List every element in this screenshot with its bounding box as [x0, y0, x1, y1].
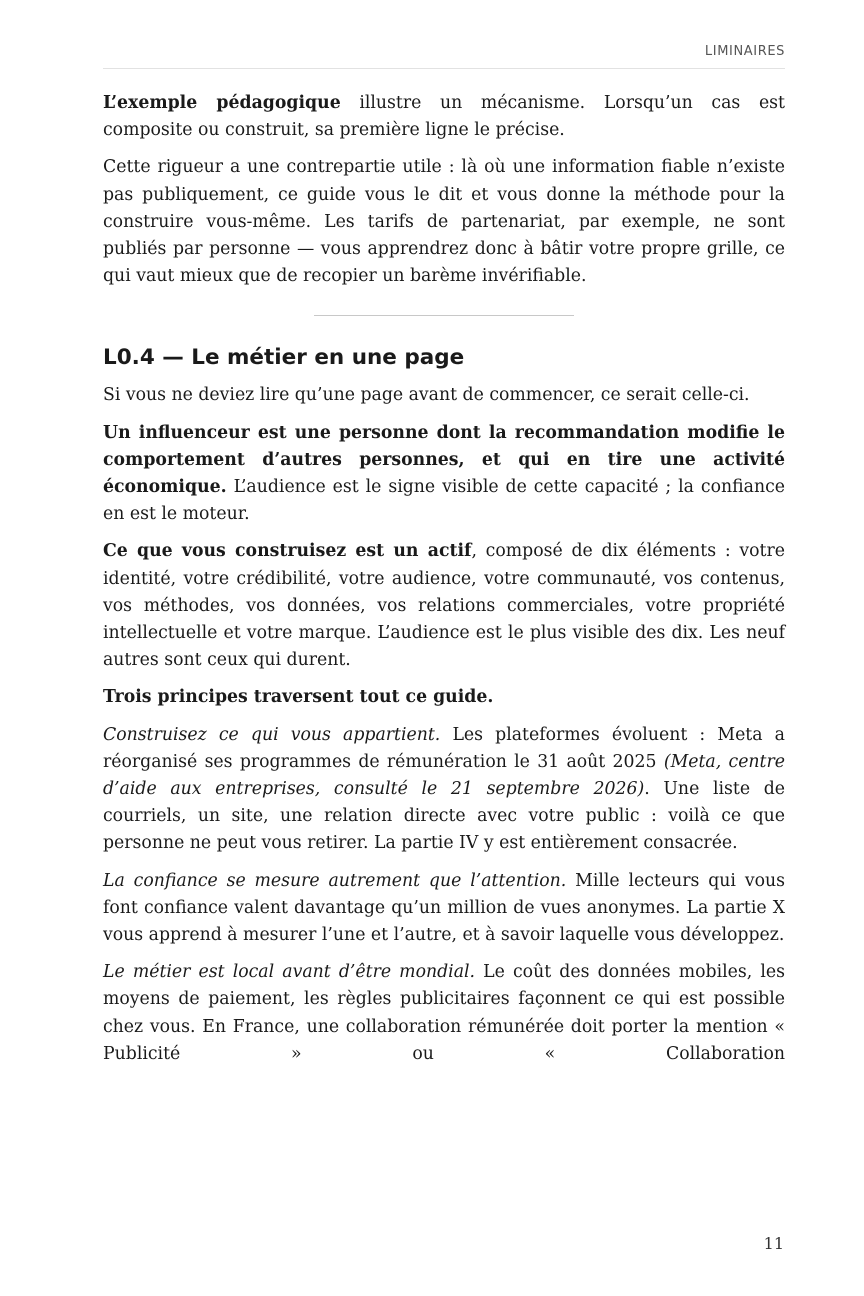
- paragraph-principle-2: [103, 868, 785, 950]
- paragraph-text: L’audience est le signe visible de cette capacité ; la confiance en est le moteur.: [103, 477, 785, 525]
- principle-title: Construisez ce qui vous appartient.: [103, 724, 441, 745]
- citation: (Meta, centre d’aide aux entreprises, consulté le 21 septembre 2026): [103, 751, 785, 800]
- paragraph-text: Le coût des données mobiles, les moyens de paiement, les règles publicitaires façonnent ce qui est possible chez vous. En France, une collaboration rémunérée doit porter la mention « Publicité » ou « Collaboration: [103, 962, 785, 1064]
- paragraph-text: Mille lecteurs qui vous font confiance valent davantage qu’un million de vues anonymes. La partie X vous apprend à mesurer l’une et l’autre, et à savoir laquelle vous développez.: [103, 870, 785, 946]
- paragraph-intro: Si vous ne deviez lire qu’une page avant de commencer, ce serait celle-ci.: [103, 385, 750, 406]
- paragraph-principle-1: [103, 722, 785, 858]
- bold-lead: L’exemple pédagogique: [103, 93, 341, 113]
- paragraph-text: Les plateformes évoluent : Meta a réorganisé ses programmes de rémunération le 31 août 2025: [103, 724, 785, 772]
- page-number: 11: [763, 1234, 784, 1253]
- bold-definition: Un influenceur est une personne dont la recommandation modifie le comportement d’autres personnes, et qui en tire une activité économique.: [103, 422, 785, 498]
- principle-title: Le métier est local avant d’être mondial.: [103, 962, 476, 983]
- principles-heading: [103, 684, 785, 711]
- section-title: L0.4 — Le métier en une page: [103, 345, 465, 371]
- paragraph-text: , composé de dix éléments : votre identité, votre crédibilité, votre audience, votre communauté, vos contenus, vos méthodes, vos données, vos relations commerciales, votre propriété intellectuelle et votre marque. L’audience est le plus visible des dix. Les neuf autres sont ceux qui durent.: [103, 541, 785, 671]
- paragraph-asset: [103, 538, 785, 674]
- section-divider: [314, 315, 574, 316]
- principles-heading-text: Trois principes traversent tout ce guide.: [103, 687, 494, 708]
- running-header: [103, 44, 785, 69]
- paragraph-text: . Une liste de courriels, un site, une relation directe avec votre public : voilà ce que personne ne peut vous retirer. La partie IV y est entièrement consacrée.: [103, 779, 785, 854]
- paragraph-rigour: Cette rigueur a une contrepartie utile : là où une information fiable n’existe pas publiquement, ce guide vous le dit et vous donne la méthode pour la construire vous-même. Les tarifs de partenariat, par exemple, ne sont publiés par personne — vous apprendrez donc à bâtir votre propre grille, ce qui vaut mieux que de recopier un barème invérifiable.: [103, 157, 785, 287]
- paragraph-principle-3: [103, 959, 785, 1068]
- paragraph-definition: [103, 420, 785, 529]
- page-body: [103, 90, 785, 1078]
- bold-lead: Ce que vous construisez est un actif: [103, 541, 472, 562]
- paragraph-pedagogical-example: [103, 90, 785, 144]
- paragraph-text: illustre un mécanisme. Lorsqu’un cas est composite ou construit, sa première ligne le précise.: [103, 93, 785, 141]
- principle-title: La confiance se mesure autrement que l’attention.: [103, 870, 567, 891]
- running-title: LIMINAIRES: [704, 44, 785, 59]
